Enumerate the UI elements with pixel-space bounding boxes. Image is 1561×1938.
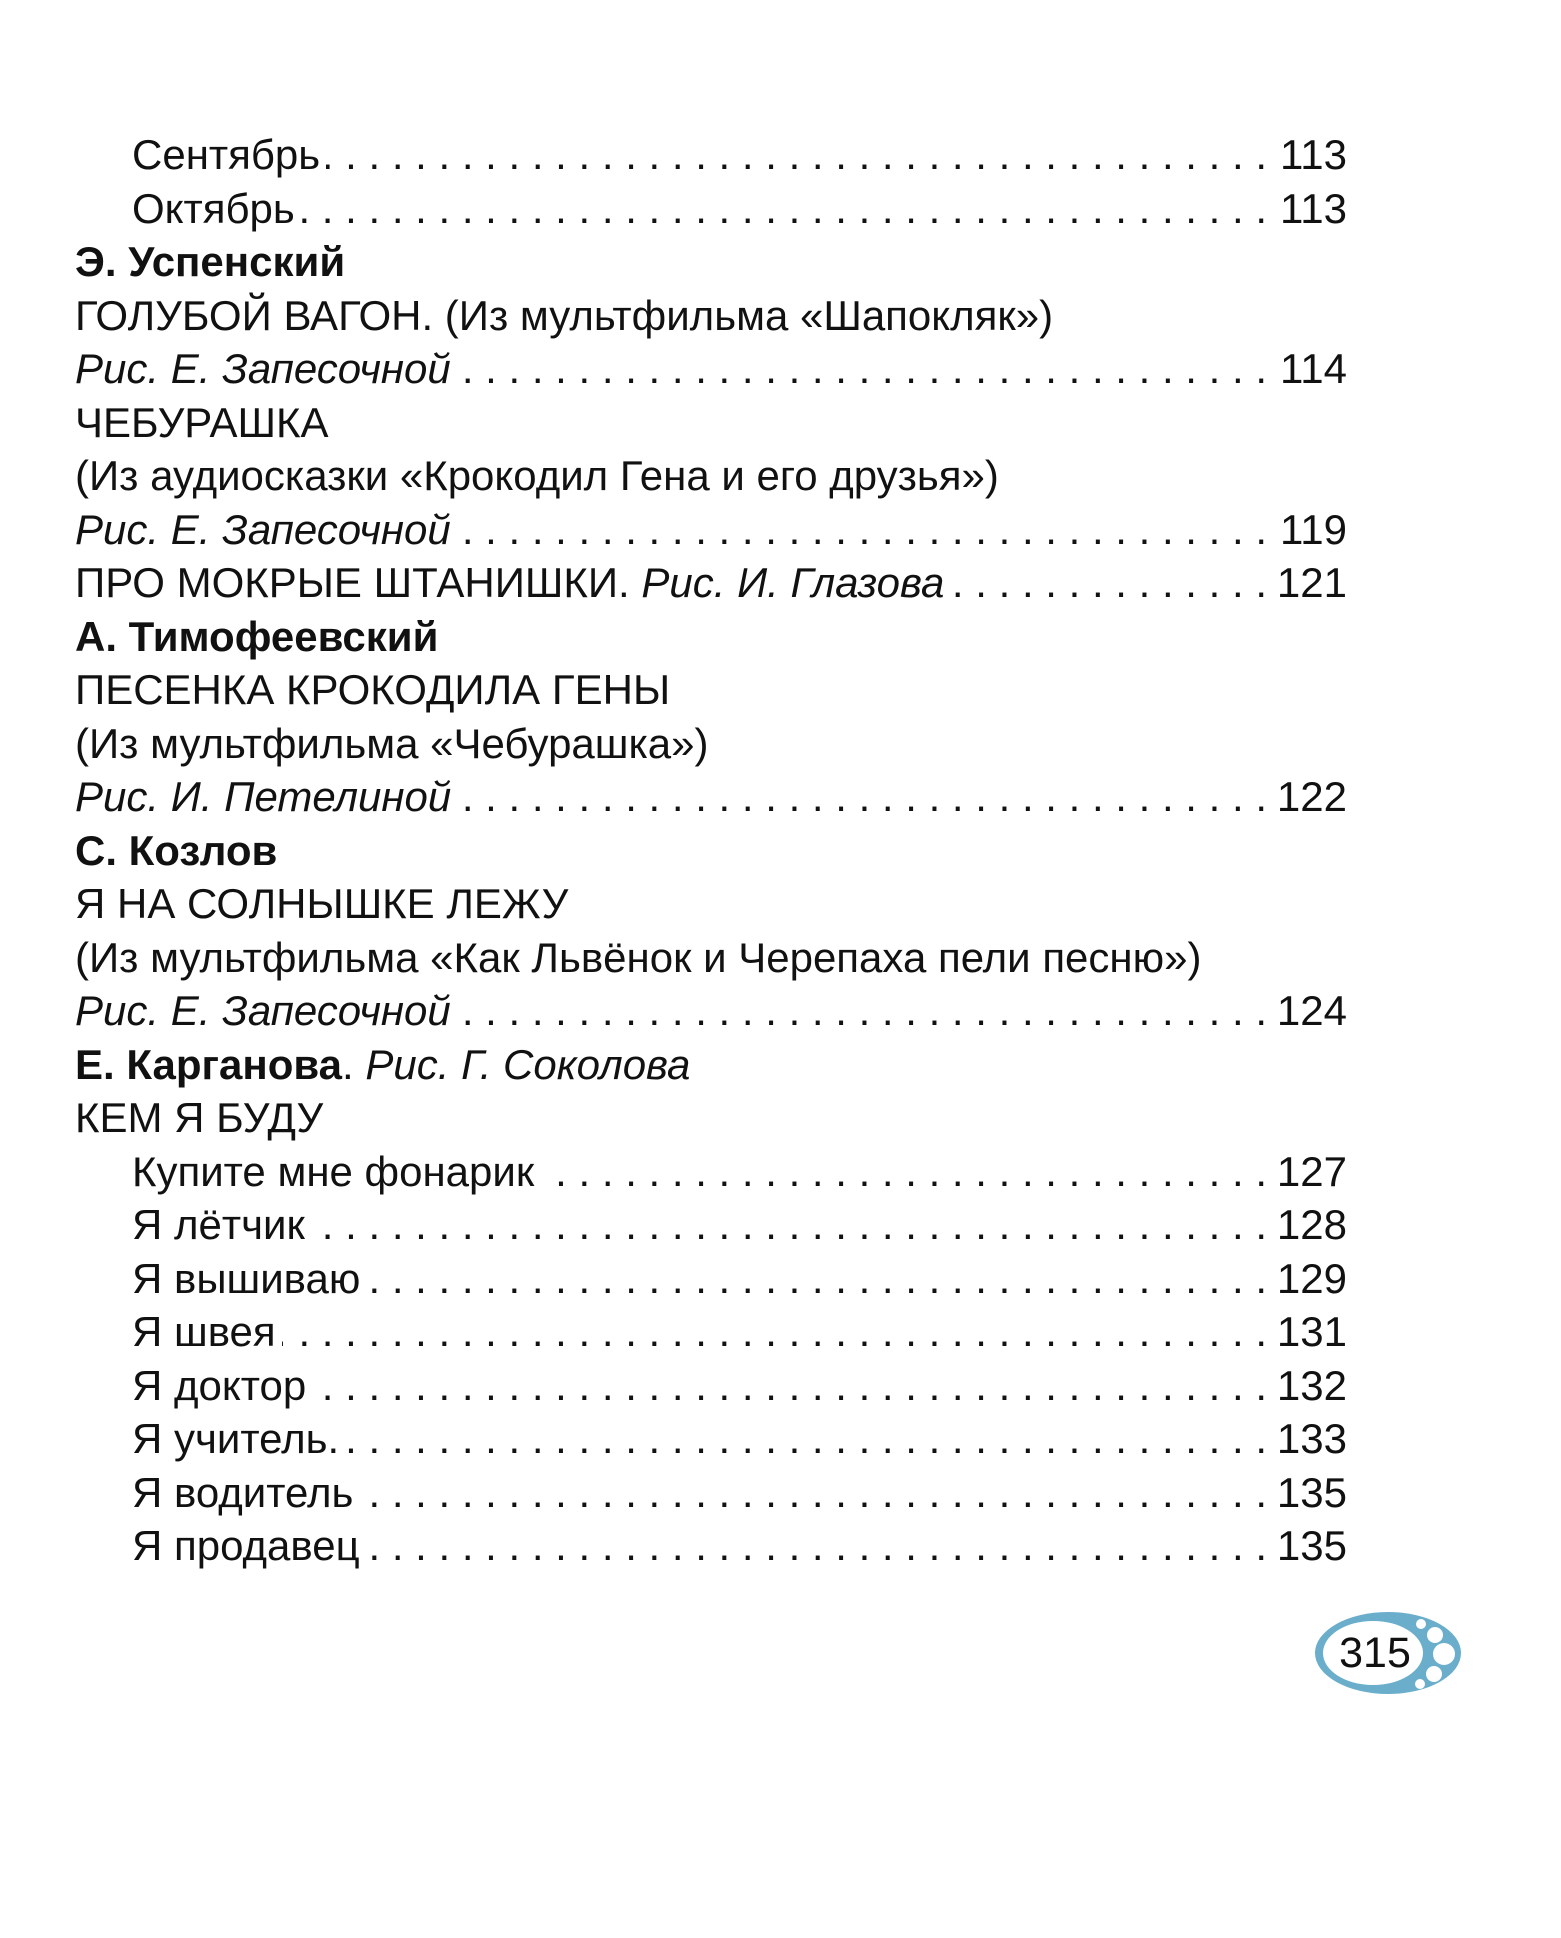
toc-entry xyxy=(75,1359,1347,1413)
entry-subtitle: (Из мультфильма «Чебурашка») xyxy=(75,719,709,767)
entry-title: ЧЕБУРАШКА xyxy=(75,398,329,446)
entry-title: ПРО МОКРЫЕ ШТАНИШКИ. xyxy=(75,559,630,606)
toc-entry xyxy=(75,1412,1347,1466)
author-name: Е. Карганова xyxy=(75,1040,343,1088)
table-of-contents xyxy=(75,128,1347,1573)
dot-leader xyxy=(282,1305,1267,1359)
dot-leader xyxy=(457,342,1267,396)
author-heading xyxy=(75,1038,1347,1092)
toc-entry xyxy=(75,1145,1347,1199)
page-number: 113 xyxy=(1280,184,1347,232)
page-number: 315 xyxy=(1339,1629,1411,1677)
author-name: А. Тимофеевский xyxy=(75,612,439,660)
entry-title: Купите мне фонарик xyxy=(132,1147,535,1195)
dot-leader xyxy=(312,1359,1267,1413)
toc-entry-title-line xyxy=(75,877,1347,931)
toc-entry xyxy=(75,1198,1347,1252)
toc-entry xyxy=(75,556,1347,610)
entry-title: Я вышиваю xyxy=(132,1254,361,1302)
toc-entry-title-line xyxy=(75,663,1347,717)
dot-leader xyxy=(540,1145,1267,1199)
toc-entry-title-line xyxy=(75,396,1347,450)
toc-entry xyxy=(75,128,1347,182)
toc-entry xyxy=(75,342,1347,396)
illustrator: Рис. Е. Запесочной xyxy=(75,987,451,1034)
author-heading xyxy=(75,235,1347,289)
toc-entry-title-line xyxy=(75,1091,1347,1145)
page-number: 127 xyxy=(1276,1147,1347,1195)
entry-title: Я продавец xyxy=(132,1522,360,1569)
separator: . xyxy=(342,1040,354,1088)
toc-entry xyxy=(75,1305,1347,1359)
author-heading xyxy=(75,610,1347,664)
entry-subtitle: (Из аудиосказки «Крокодил Гена и его друзья») xyxy=(75,452,999,499)
entry-title: Я лётчик xyxy=(132,1201,305,1248)
dot-leader xyxy=(366,1252,1267,1306)
author-name: С. Козлов xyxy=(75,826,278,874)
dot-leader xyxy=(457,503,1267,557)
illustrator: Рис. Е. Запесочной xyxy=(75,505,451,553)
toc-entry xyxy=(75,770,1347,824)
entry-title: ПЕСЕНКА КРОКОДИЛА ГЕНЫ xyxy=(75,666,671,713)
illustrator: Рис. И. Петелиной xyxy=(75,773,452,820)
author-name: Э. Успенский xyxy=(75,238,346,285)
entry-title: Я НА СОЛНЫШКЕ ЛЕЖУ xyxy=(75,880,569,927)
illustrator: Рис. И. Глазова xyxy=(641,559,945,606)
entry-title: Я водитель xyxy=(132,1468,354,1516)
page-number: 114 xyxy=(1280,345,1347,392)
dot-leader xyxy=(301,182,1267,236)
entry-title: Я учитель. xyxy=(132,1415,340,1462)
page-number: 119 xyxy=(1280,505,1347,553)
dot-leader xyxy=(950,556,1267,610)
entry-title: Сентябрь xyxy=(132,131,321,178)
dot-leader xyxy=(345,1412,1267,1466)
toc-entry xyxy=(75,1466,1347,1520)
toc-entry-subtitle-line xyxy=(75,931,1347,985)
dot-leader xyxy=(457,770,1267,824)
page-number: 124 xyxy=(1276,987,1347,1034)
page-number: 129 xyxy=(1276,1254,1347,1302)
entry-title: Я швея xyxy=(132,1308,276,1355)
toc-entry xyxy=(75,182,1347,236)
dot-leader xyxy=(311,1198,1267,1252)
page-number: 135 xyxy=(1276,1468,1347,1516)
dot-leader xyxy=(366,1519,1267,1573)
dot-leader xyxy=(326,128,1267,182)
toc-entry-subtitle-line xyxy=(75,717,1347,771)
page-number: 128 xyxy=(1276,1201,1347,1248)
page-number: 135 xyxy=(1276,1522,1347,1569)
page-number: 122 xyxy=(1276,773,1347,820)
dot-leader xyxy=(457,984,1267,1038)
illustrator: Рис. Г. Соколова xyxy=(365,1040,691,1088)
author-heading xyxy=(75,824,1347,878)
page-number: 132 xyxy=(1276,1361,1347,1409)
toc-entry xyxy=(75,1252,1347,1306)
page-number: 113 xyxy=(1280,131,1347,178)
toc-entry-title-line xyxy=(75,289,1347,343)
dot-leader xyxy=(359,1466,1267,1520)
toc-entry-subtitle-line xyxy=(75,449,1347,503)
page-number: 131 xyxy=(1276,1308,1347,1355)
page-number: 121 xyxy=(1276,559,1347,606)
toc-entry xyxy=(75,984,1347,1038)
entry-title: Я доктор xyxy=(132,1361,307,1409)
entry-title: Октябрь xyxy=(132,184,295,232)
illustrator: Рис. Е. Запесочной xyxy=(75,345,451,392)
page-number: 133 xyxy=(1276,1415,1347,1462)
toc-entry xyxy=(75,503,1347,557)
entry-title: КЕМ Я БУДУ xyxy=(75,1094,324,1141)
entry-title: ГОЛУБОЙ ВАГОН. (Из мультфильма «Шапокляк») xyxy=(75,291,1054,339)
entry-subtitle: (Из мультфильма «Как Львёнок и Черепаха пели песню») xyxy=(75,933,1202,981)
toc-entry xyxy=(75,1519,1347,1573)
